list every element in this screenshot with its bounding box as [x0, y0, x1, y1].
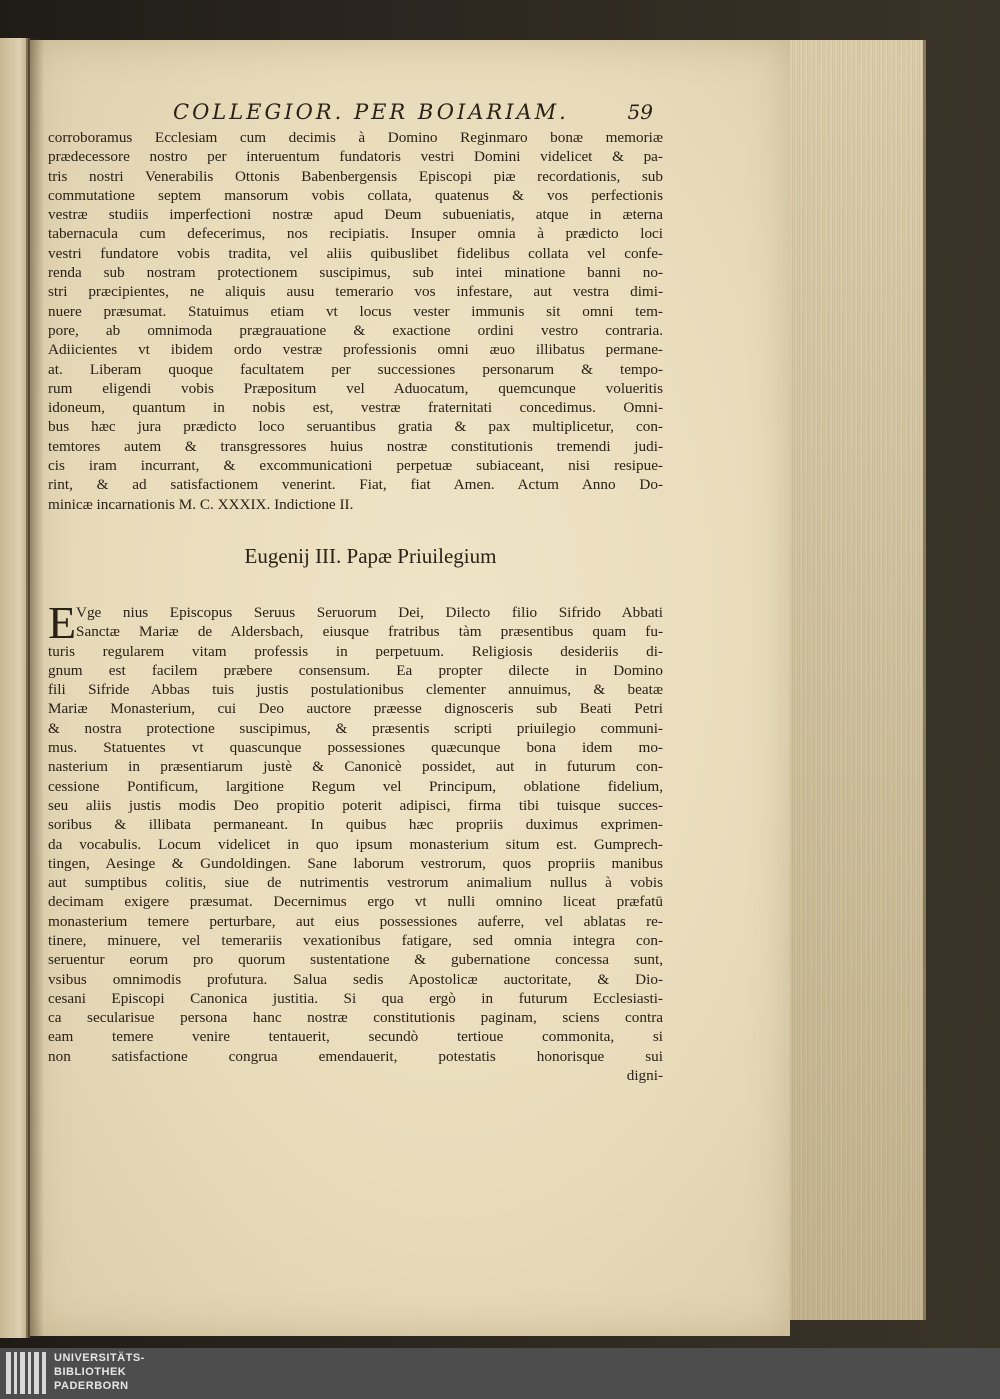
- text-line: Mariæ Monasterium, cui Deo auctore præesse dignosceris sub Beati Petri: [48, 700, 663, 718]
- text-line: renda sub nostram protectionem suscipimus, sub intei minatione banni no-: [48, 264, 663, 282]
- text-line: monasterium temere perturbare, aut eius possessiones auferre, vel ablatas re-: [48, 912, 663, 930]
- text-line: seruentur eorum pro quorum sustentatione & gubernatione concessa sunt,: [48, 951, 663, 969]
- text-line: nuere præsumat. Statuimus etiam vt locus vester immunis sit omni tem-: [48, 302, 663, 320]
- catchword: digni-: [626, 1067, 663, 1085]
- paragraph-body: [48, 596, 663, 1085]
- logo-line-3: PADERBORN: [54, 1380, 129, 1392]
- text-line: minicæ incarnationis M. C. XXXIX. Indictione II.: [48, 495, 354, 513]
- text-line: at. Liberam quoque facultatem per successiones personarum & tempo-: [48, 360, 663, 378]
- text-line: da vocabulis. Locum videlicet in quo ipsum monasterium situm est. Gumprech-: [48, 835, 663, 853]
- text-line: cessione Pontificum, largitione Regum vel Principum, oblatione fidelium,: [48, 777, 663, 795]
- text-line: corroboramus Ecclesiam cum decimis à Domino Reginmaro bonæ memoriæ: [48, 129, 663, 146]
- text-line: cis iram incurrant, & excommunicationi perpetuæ subiaceant, nisi resipue-: [48, 457, 663, 475]
- text-line: ca secularisue persona hanc nostræ constitutionis paginam, sciens contra: [48, 1009, 663, 1027]
- text-line: aut sumptibus colitis, siue de nutrimentis vestrorum animalium nullus à vobis: [48, 874, 663, 892]
- text-line: & nostra protectione suscipimus, & præsentis scripti priuilegio communi-: [48, 719, 663, 737]
- text-line: tris nostri Venerabilis Ottonis Babenbergensis Episcopi piæ recordationis, sub: [48, 167, 663, 185]
- page-stack-edges: [788, 40, 926, 1320]
- gutter-shadow: [26, 38, 44, 1338]
- text-line: rum eligendi vobis Præpositum vel Aduocatum, quemcunque volueritis: [48, 379, 663, 397]
- text-line: non satisfactione congrua emendauerit, potestatis honorisque sui: [48, 1047, 663, 1065]
- text-line: idoneum, quantum in nobis est, vestræ fraternitati concedimus. Omni-: [48, 399, 663, 417]
- text-line: eam temere venire tentauerit, secundò tertioue commonita, si: [48, 1028, 663, 1046]
- library-logo-text: [54, 1351, 145, 1393]
- text-line: nasterium in præsentiarum justè & Canonicè possidet, aut in futurum con-: [48, 758, 663, 776]
- text-line: tingen, Aesinge & Gundoldingen. Sane laborum vestrorum, quos propriis manibus: [48, 854, 663, 872]
- page-text: [48, 92, 663, 1085]
- running-head: [48, 92, 663, 128]
- text-line: Vge nius Episcopus Seruus Seruorum Dei, Dilecto filio Sifrido Abbati: [76, 603, 663, 621]
- text-line: cesani Episcopi Canonica justitia. Si qua ergò in futurum Ecclesiasti-: [48, 989, 663, 1007]
- paragraph-privilege-end: [48, 128, 663, 514]
- library-footer: [0, 1348, 1000, 1399]
- text-line: pore, ab omnimoda prægrauatione & exactione ordini vestro contraria.: [48, 321, 663, 339]
- text-line: temtores autem & transgressores huius nostræ constitutionis tremendi judi-: [48, 437, 663, 455]
- text-line: fili Sifride Abbas tuis justis postulationibus clementer annuimus, & beatæ: [48, 681, 663, 699]
- text-line: bus hæc jura prædicto loco seruantibus gratia & pax multiplicetur, con-: [48, 418, 663, 436]
- text-line: gnum est facilem præbere consensum. Ea propter dilecte in Domino: [48, 661, 663, 679]
- text-line: mus. Statuentes vt quascunque possessiones quæcunque bona idem mo-: [48, 739, 663, 757]
- running-head-title: COLLEGIOR. PER BOIARIAM.: [173, 100, 569, 124]
- section-heading: Eugenij III. Papæ Priuilegium: [244, 543, 497, 568]
- text-line: Sanctæ Mariæ de Aldersbach, eiusque fratribus tàm præsentibus quam fu-: [76, 623, 663, 641]
- text-line: prædecessore nostro per interuentum fundatoris vestri Domini videlicet & pa-: [48, 148, 663, 166]
- text-line: turis regularem vitam professis in perpetuum. Religiosis desideriis di-: [48, 642, 663, 660]
- text-line: rint, & ad satisfactionem venerint. Fiat, fiat Amen. Actum Anno Do-: [48, 476, 663, 494]
- text-line: soribus & illibata permaneant. In quibus hæc propriis duximus exprimen-: [48, 816, 663, 834]
- paragraph-eugenius-privilege: [48, 596, 663, 1085]
- text-line: commutatione septem mansorum vobis collata, quatenus & vos perfectionis: [48, 186, 663, 204]
- drop-cap-initial: E: [48, 596, 77, 648]
- text-line: decimam exigere præsumat. Decernimus ergo vt nulli omnino liceat præfatū: [48, 893, 663, 911]
- library-logo-icon: [6, 1352, 46, 1394]
- text-line: vestræ studiis imperfectioni nostræ apud Deum subueniatis, atque in æterna: [48, 206, 663, 224]
- text-line: seu aliis justis modis Deo propitio poterit adipisci, firma tibi tuisque succes-: [48, 796, 663, 814]
- text-line: tabernacula cum defecerimus, nos recipiatis. Insuper omnia à prædicto loci: [48, 225, 663, 243]
- logo-line-2: BIBLIOTHEK: [54, 1366, 127, 1378]
- text-line: vestri fundatore vobis tradita, vel aliis quibuslibet fidelibus collata vel confe-: [48, 244, 663, 262]
- text-line: vsibus omnimodis profutura. Salua sedis Apostolicæ auctoritate, & Dio-: [48, 970, 663, 988]
- text-line: Adiicientes vt ibidem ordo vestræ professionis omni æuo illibatus permane-: [48, 341, 663, 359]
- page-number: 59: [627, 100, 653, 124]
- text-line: tinere, minuere, vel temerariis vexationibus fatigare, sed omnia integra con-: [48, 931, 663, 949]
- text-line: stri præcipientes, ne aliquis ausu temerario vos infestare, aut vestra dimi-: [48, 283, 663, 301]
- logo-line-1: UNIVERSITÄTS-: [54, 1352, 145, 1364]
